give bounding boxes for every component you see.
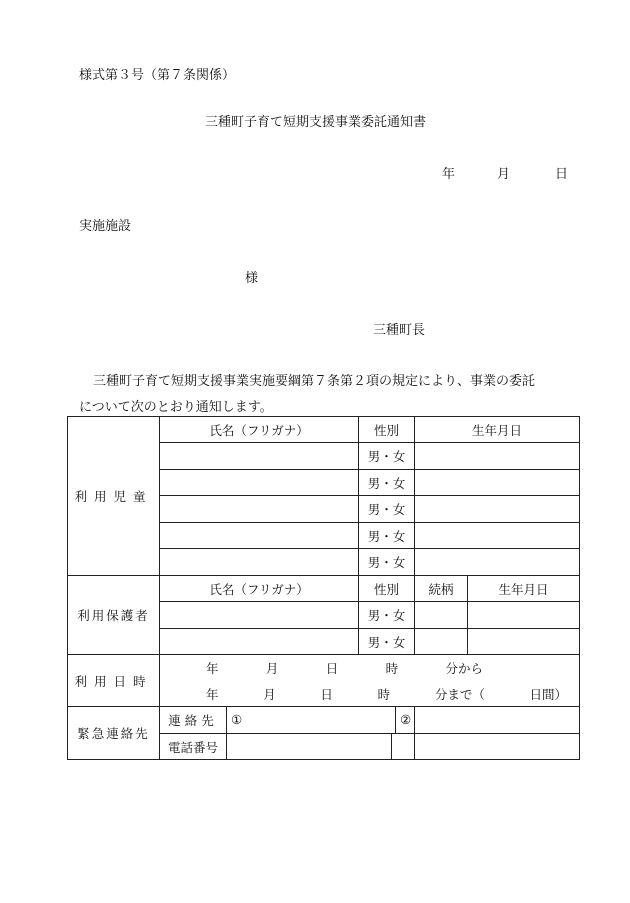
guardian-sex-header: 性別 — [359, 576, 415, 602]
child-birth-cell[interactable] — [415, 470, 580, 496]
notice-table — [67, 416, 580, 760]
contact-cell-1[interactable] — [227, 707, 415, 734]
document-title: 三種町子育て短期支援事業委託通知書 — [205, 115, 427, 130]
guardian-name-cell[interactable] — [160, 602, 359, 629]
child-birth-cell[interactable] — [415, 443, 580, 470]
guardian-birth-cell[interactable] — [468, 602, 580, 629]
guardian-sex-cell[interactable]: 男・女 — [359, 629, 415, 655]
date-day-label: 日 — [555, 167, 569, 182]
datetime-row — [68, 655, 580, 707]
child-name-cell[interactable] — [160, 443, 359, 470]
guardian-relation-header: 続柄 — [415, 576, 468, 602]
from-minute: 分から — [445, 660, 484, 676]
child-sex-cell[interactable]: 男・女 — [359, 470, 415, 496]
phone-input-1[interactable] — [227, 734, 392, 759]
child-name-cell[interactable] — [160, 496, 359, 523]
child-sex-cell[interactable]: 男・女 — [359, 549, 415, 576]
date-month-label: 月 — [497, 167, 511, 182]
from-month: 月 — [265, 660, 279, 676]
guardian-sex-cell[interactable]: 男・女 — [359, 602, 415, 629]
contact-label: 連絡先 — [160, 707, 227, 734]
child-sex-header: 性別 — [359, 417, 415, 443]
child-sex-cell[interactable]: 男・女 — [359, 443, 415, 470]
to-hour: 時 — [377, 686, 391, 702]
to-days: 日間） — [529, 686, 568, 702]
guardian-birth-header: 生年月日 — [468, 576, 580, 602]
guardian-birth-cell[interactable] — [468, 629, 580, 655]
sender-name: 三種町長 — [373, 323, 426, 338]
child-birth-header: 生年月日 — [415, 417, 580, 443]
phone-label: 電話番号 — [160, 734, 227, 760]
emergency-section-label: 緊急連絡先 — [68, 707, 160, 760]
contact-cell-2[interactable] — [415, 707, 580, 734]
from-day: 日 — [325, 660, 339, 676]
to-month: 月 — [263, 686, 276, 702]
phone-input-2[interactable] — [392, 734, 414, 759]
guardian-relation-cell[interactable] — [415, 629, 468, 655]
honorific: 様 — [245, 271, 259, 286]
phone-cell-2[interactable] — [415, 734, 580, 760]
child-birth-cell[interactable] — [415, 496, 580, 523]
contact-marker-1: ① — [227, 707, 396, 733]
to-year: 年 — [206, 686, 219, 702]
guardian-name-cell[interactable] — [160, 629, 359, 655]
to-day: 日 — [320, 686, 333, 702]
datetime-cell[interactable] — [160, 655, 580, 707]
child-name-cell[interactable] — [160, 470, 359, 496]
body-text-line2: について次のとおり通知します。 — [79, 400, 273, 415]
from-hour: 時 — [385, 660, 399, 676]
child-name-header: 氏名（フリガナ） — [160, 417, 359, 443]
phone-cell-1[interactable] — [227, 734, 415, 760]
emergency-contact-row — [68, 707, 580, 734]
datetime-section-label: 利用日時 — [68, 655, 160, 707]
guardian-header-row — [68, 576, 580, 602]
child-name-cell[interactable] — [160, 523, 359, 549]
to-minute: 分まで（ — [434, 686, 485, 702]
guardian-name-header: 氏名（フリガナ） — [160, 576, 359, 602]
datetime-to-line — [160, 685, 579, 703]
body-text-line1: 三種町子育て短期支援事業実施要綱第７条第２項の規定により、事業の委託 — [93, 374, 536, 389]
child-birth-cell[interactable] — [415, 523, 580, 549]
addressee-label: 実施施設 — [79, 219, 132, 234]
form-number: 様式第３号（第７条関係） — [79, 68, 236, 83]
contact-marker-2: ② — [400, 712, 412, 727]
date-year-label: 年 — [442, 167, 456, 182]
child-section-label: 利用児童 — [68, 417, 160, 576]
child-birth-cell[interactable] — [415, 549, 580, 576]
child-name-cell[interactable] — [160, 549, 359, 576]
datetime-from-line — [160, 659, 579, 677]
child-sex-cell[interactable]: 男・女 — [359, 496, 415, 523]
guardian-section-label: 利用保護者 — [68, 576, 160, 655]
child-header-row — [68, 417, 580, 443]
guardian-relation-cell[interactable] — [415, 602, 468, 629]
child-sex-cell[interactable]: 男・女 — [359, 523, 415, 549]
from-year: 年 — [206, 660, 219, 676]
